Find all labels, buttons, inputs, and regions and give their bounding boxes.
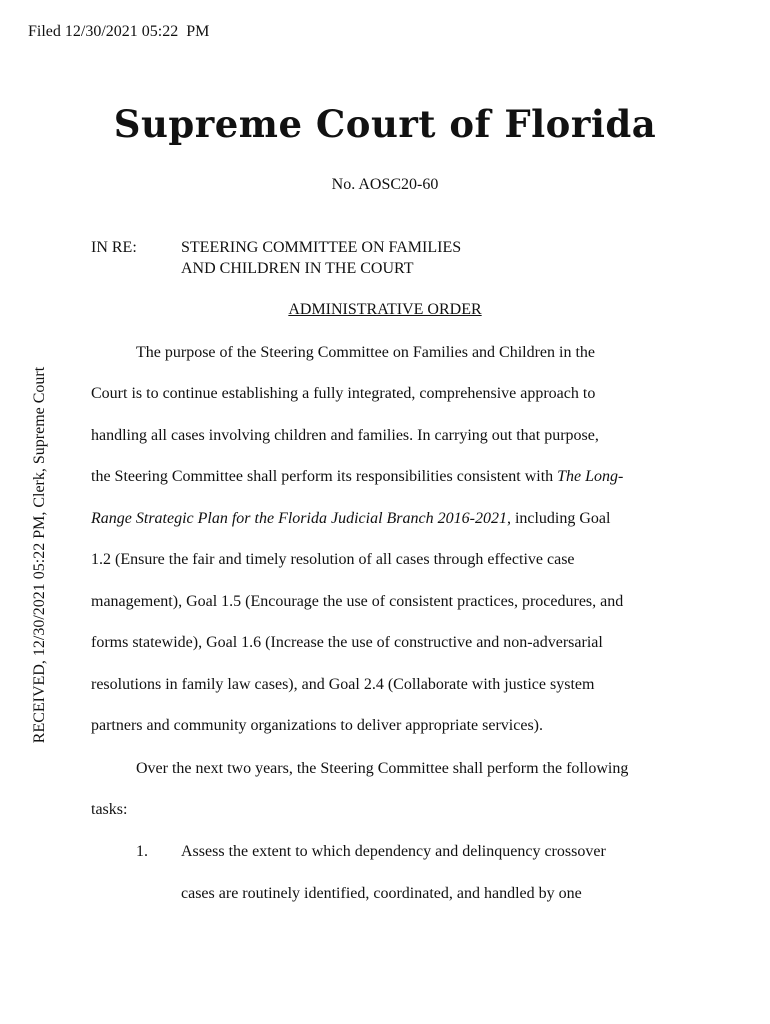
paragraph-line: forms statewide), Goal 1.6 (Increase the use of constructive and non-adversarial (91, 634, 603, 651)
paragraph-text: , including Goal (506, 510, 611, 527)
paragraph-line: management), Goal 1.5 (Encourage the use of consistent practices, procedures, and (91, 593, 624, 610)
paragraph-line: handling all cases involving children and families. In carrying out that purpose, (91, 427, 599, 444)
task-number: 1. (136, 843, 148, 860)
task-line: cases are routinely identified, coordinated, and handled by one (181, 885, 582, 902)
order-number: No. AOSC20-60 (331, 176, 439, 193)
paragraph-line: partners and community organizations to deliver appropriate services). (91, 717, 543, 734)
plan-title-italic: The Long- (557, 468, 624, 485)
court-title: Supreme Court of Florida (113, 102, 657, 146)
paragraph-line: resolutions in family law cases), and Goal 2.4 (Collaborate with justice system (91, 676, 595, 693)
paragraph-line: The purpose of the Steering Committee on Families and Children in the (136, 344, 596, 361)
in-re-subject-line: AND CHILDREN IN THE COURT (181, 260, 414, 277)
paragraph-line: Over the next two years, the Steering Committee shall perform the following (136, 760, 629, 777)
paragraph-line: 1.2 (Ensure the fair and timely resolution of all cases through effective case (91, 551, 575, 568)
paragraph-line: tasks: (91, 801, 128, 818)
filed-stamp: Filed 12/30/2021 05:22 PM (28, 23, 210, 40)
task-line: Assess the extent to which dependency and delinquency crossover (181, 843, 606, 860)
plan-title-italic: Range Strategic Plan for the Florida Judicial Branch 2016-2021 (91, 510, 507, 527)
paragraph-line (91, 467, 623, 487)
paragraph-line: Court is to continue establishing a fully integrated, comprehensive approach to (91, 385, 596, 402)
order-heading: ADMINISTRATIVE ORDER (288, 301, 482, 318)
received-stamp: RECEIVED, 12/30/2021 05:22 PM, Clerk, Supreme Court (31, 366, 48, 744)
paragraph-line (91, 509, 610, 529)
in-re-subject-line: STEERING COMMITTEE ON FAMILIES (181, 239, 462, 256)
paragraph-text: the Steering Committee shall perform its responsibilities consistent with (91, 468, 558, 485)
in-re-label: IN RE: (91, 239, 137, 256)
in-re-subject (181, 237, 461, 279)
